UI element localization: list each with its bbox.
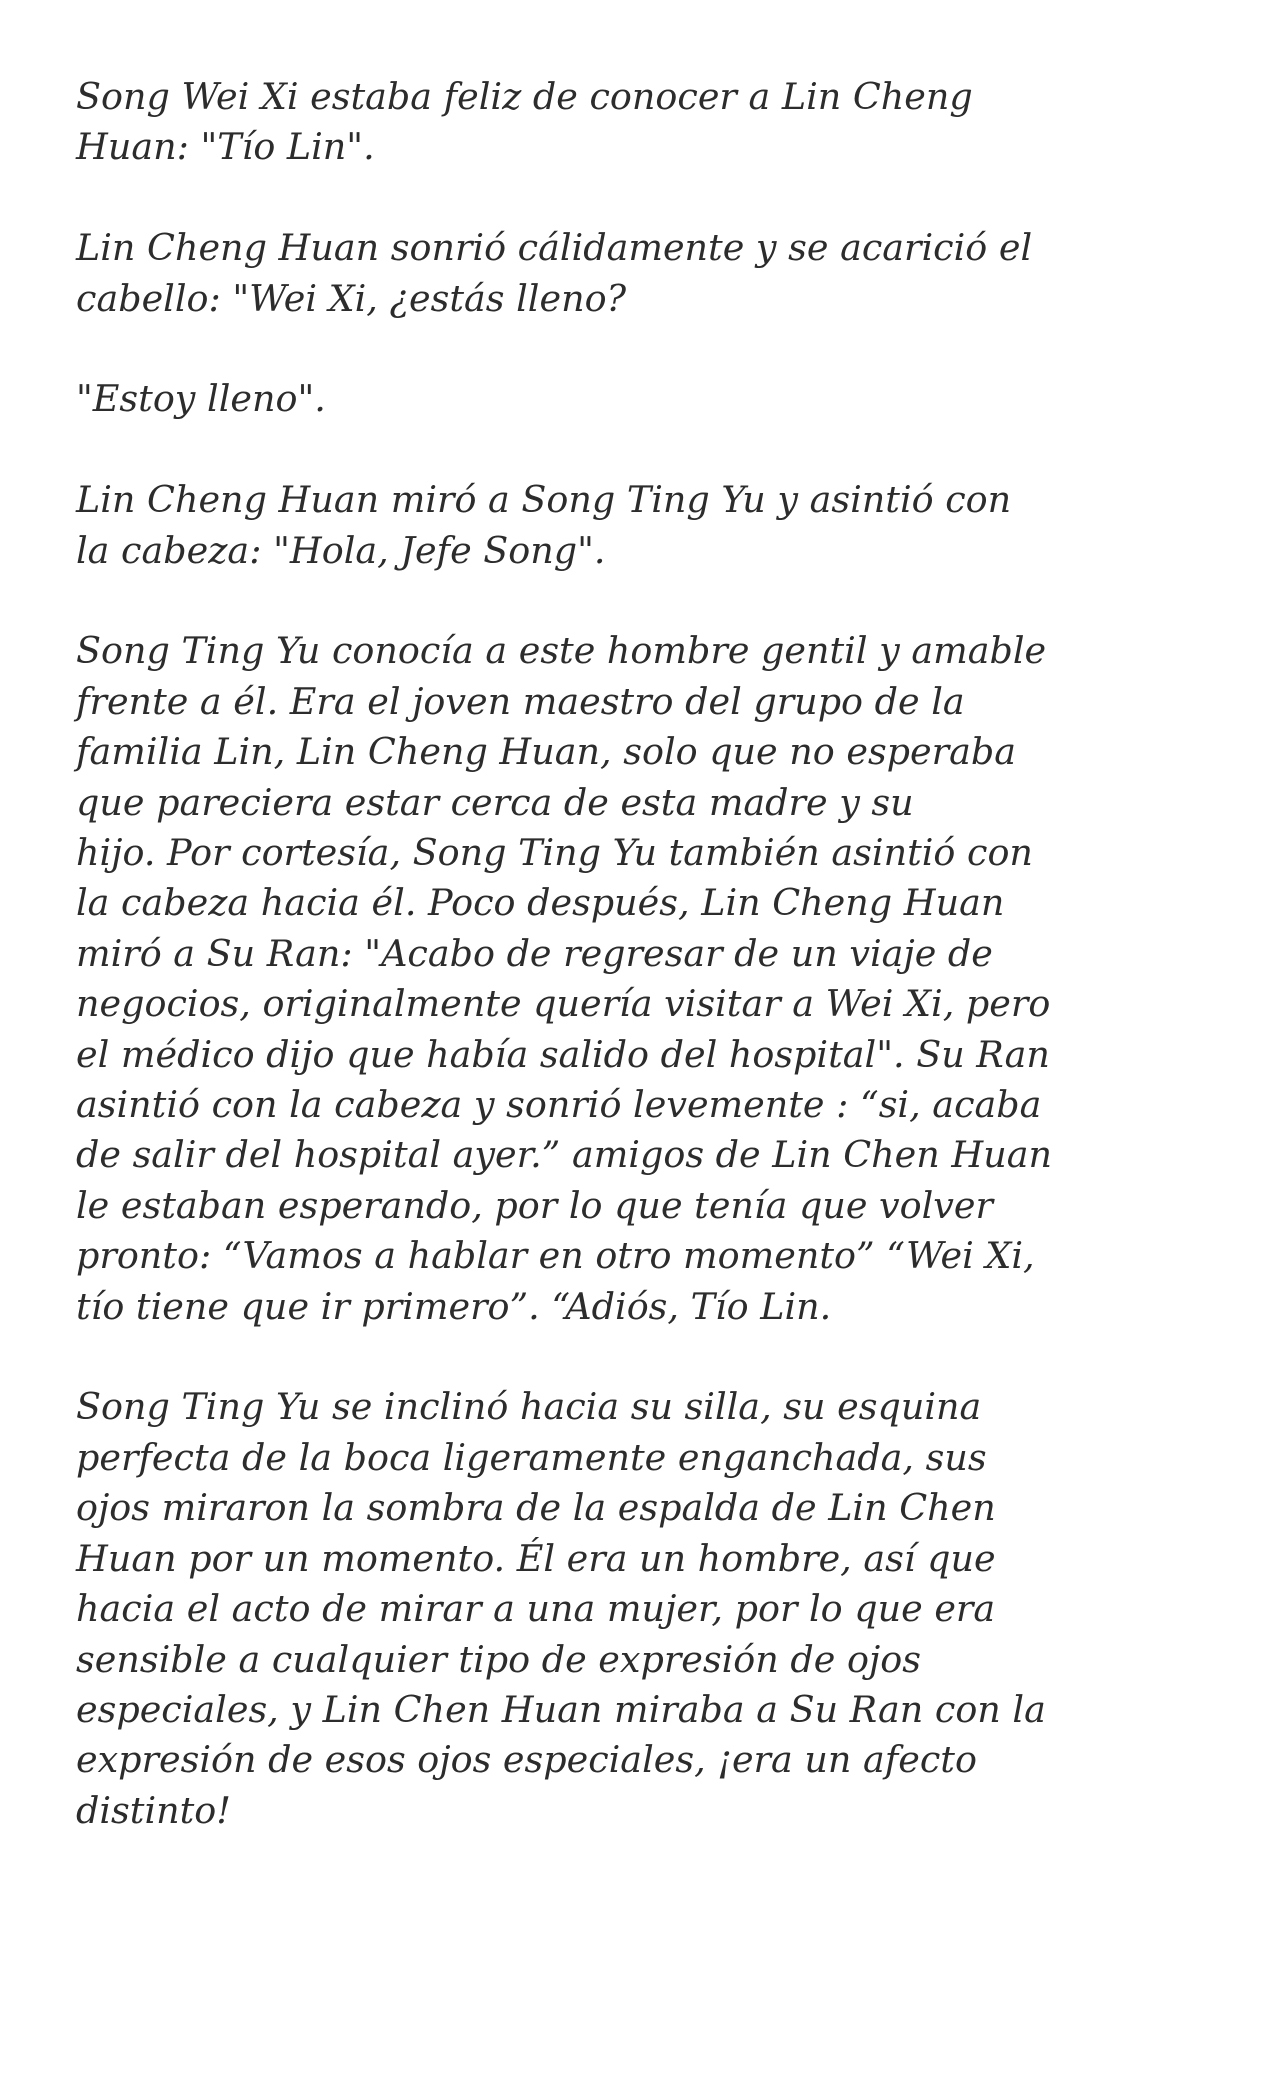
paragraph xyxy=(76,72,1206,173)
text-line: frente a él. Era el joven maestro del grupo de la xyxy=(76,679,965,723)
text-line: tío tiene que ir primero”. “Adiós, Tío Lin. xyxy=(76,1284,832,1328)
text-line: familia Lin, Lin Cheng Huan, solo que no esperaba xyxy=(76,730,1016,774)
text-line: Huan por un momento. Él era un hombre, así que xyxy=(76,1536,996,1580)
text-line: distinto! xyxy=(76,1788,231,1832)
text-line: "Estoy lleno". xyxy=(76,377,326,421)
text-line: negocios, originalmente quería visitar a Wei Xi, pero xyxy=(76,982,1051,1026)
paragraph xyxy=(76,626,1206,1332)
text-line: la cabeza hacia él. Poco después, Lin Cheng Huan xyxy=(76,881,1005,925)
paragraph xyxy=(76,374,1206,424)
text-line: Song Ting Yu se inclinó hacia su silla, su esquina xyxy=(76,1385,982,1429)
text-line: hijo. Por cortesía, Song Ting Yu también asintió con xyxy=(76,831,1033,875)
text-line: la cabeza: "Hola, Jefe Song". xyxy=(76,528,606,572)
text-line: Lin Cheng Huan sonrió cálidamente y se acarició el xyxy=(76,226,1033,270)
text-line: especiales, y Lin Chen Huan miraba a Su Ran con la xyxy=(76,1687,1046,1731)
text-line: miró a Su Ran: "Acabo de regresar de un viaje de xyxy=(76,931,993,975)
document-body xyxy=(76,72,1206,1887)
text-line: Huan: "Tío Lin". xyxy=(76,125,375,169)
text-line: pronto: “Vamos a hablar en otro momento” “Wei Xi, xyxy=(76,1234,1035,1278)
text-line: ojos miraron la sombra de la espalda de Lin Chen xyxy=(76,1486,996,1530)
paragraph xyxy=(76,223,1206,324)
text-line: le estaban esperando, por lo que tenía que volver xyxy=(76,1183,993,1227)
text-line: de salir del hospital ayer.” amigos de Lin Chen Huan xyxy=(76,1133,1053,1177)
text-line: cabello: "Wei Xi, ¿estás lleno? xyxy=(76,276,627,320)
text-line: el médico dijo que había salido del hospital". Su Ran xyxy=(76,1032,1050,1076)
text-line: sensible a cualquier tipo de expresión de ojos xyxy=(76,1637,921,1681)
text-line: Song Wei Xi estaba feliz de conocer a Lin Cheng xyxy=(76,75,973,118)
paragraph xyxy=(76,475,1206,576)
text-line: hacia el acto de mirar a una mujer, por lo que era xyxy=(76,1587,996,1631)
text-line: asintió con la cabeza y sonrió levemente : “si, acaba xyxy=(76,1083,1042,1127)
text-line: que pareciera estar cerca de esta madre y su xyxy=(76,780,914,824)
paragraph xyxy=(76,1382,1206,1836)
text-line: expresión de esos ojos especiales, ¡era un afecto xyxy=(76,1738,977,1782)
text-line: Song Ting Yu conocía a este hombre gentil y amable xyxy=(76,629,1047,673)
text-line: perfecta de la boca ligeramente enganchada, sus xyxy=(76,1435,987,1479)
text-line: Lin Cheng Huan miró a Song Ting Yu y asintió con xyxy=(76,478,1012,522)
